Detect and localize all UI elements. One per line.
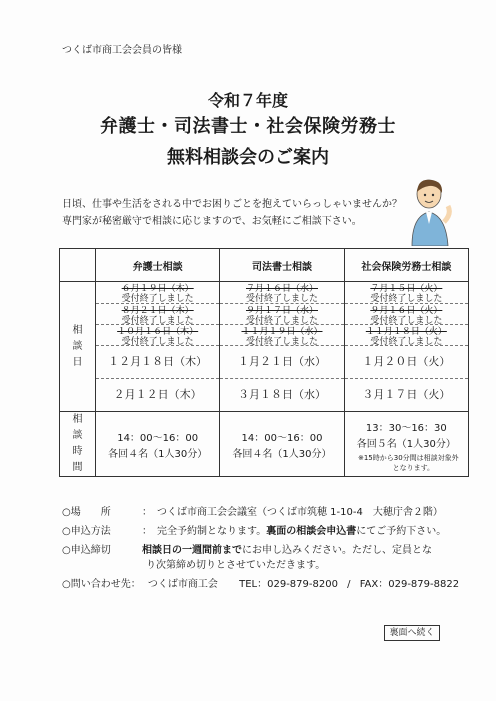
- sr-note-2: となります。: [392, 464, 435, 472]
- dates-labor-consultant: [344, 282, 468, 412]
- time-range: 14：00～16：00: [241, 433, 323, 444]
- closed-note: 受付終了しました: [370, 337, 443, 347]
- closed-note: 受付終了しました: [370, 316, 443, 326]
- consultant-illustration: [404, 176, 454, 246]
- contact-sep: /: [347, 579, 351, 590]
- contact-org: つくば市商工会: [147, 579, 218, 590]
- next-page-label: 裏面へ続く: [384, 625, 440, 641]
- contact-label: ○問い合わせ先：: [62, 579, 141, 590]
- info-contact: [62, 575, 459, 590]
- intro-line-1: 日頃、仕事や生活をされる中でお困りごとを抱えていらっしゃいませんか？: [62, 199, 402, 210]
- header-empty: [60, 249, 96, 282]
- method-bold: 裏面の相談会申込書: [266, 526, 357, 537]
- place-value: ： つくば市商工会会議室（つくば市筑穂 1-10-4 大穂庁舎２階）: [142, 507, 443, 518]
- addressee: つくば市商工会会員の皆様: [62, 45, 182, 56]
- closed-date: ９月１７日（水）: [245, 306, 318, 316]
- info-method: ○申込方法 ： 完全予約制となります。裏面の相談会申込書にてご予約下さい。: [62, 522, 446, 537]
- closed-note: 受付終了しました: [245, 294, 318, 304]
- dates-judicial-scrivener: [220, 282, 344, 412]
- closed-date: ６月１９日（木）: [121, 284, 194, 294]
- table-row-dates: [60, 282, 469, 412]
- closed-note: 受付終了しました: [245, 316, 318, 326]
- capacity: 各回４名（1人30分）: [232, 449, 332, 460]
- capacity: 各回４名（1人30分）: [108, 449, 208, 460]
- sr-note-1: ※15時から30分間は相談対象外: [357, 454, 459, 462]
- closed-note: 受付終了しました: [121, 294, 194, 304]
- closed-date: １１月１８日（火）: [365, 327, 447, 337]
- closed-date: ７月１５日（火）: [370, 284, 443, 294]
- closed-note: 受付終了しました: [121, 316, 194, 326]
- capacity: 各回５名（1人30分）: [356, 439, 456, 450]
- intro-text: [62, 196, 402, 230]
- open-date: １２月１８日（木）: [96, 345, 219, 378]
- table-header-row: [60, 249, 469, 282]
- deadline-bold: 相談日の一週間前まで: [142, 545, 242, 556]
- open-date: ２月１２日（木）: [96, 378, 219, 411]
- open-date: ３月１８日（水）: [220, 378, 343, 411]
- closed-date: ９月１６日（火）: [370, 306, 443, 316]
- closed-date: １０月１６日（木）: [117, 327, 199, 337]
- header-labor-consultant: 社会保険労務士相談: [344, 249, 468, 282]
- title-sub: 無料相談会のご案内: [167, 147, 329, 168]
- time-range: 14：00～16：00: [117, 433, 199, 444]
- deadline-label: ○申込締切: [62, 545, 111, 556]
- times-lawyer: [96, 412, 220, 477]
- dates-lawyer: [96, 282, 220, 412]
- info-place: [62, 503, 443, 518]
- closed-date: ８月２１日（木）: [121, 306, 194, 316]
- contact-fax: FAX：029-879-8822: [359, 579, 460, 590]
- intro-line-2: 専門家が秘密厳守で相談に応じますので、お気軽にご相談下さい。: [62, 216, 362, 227]
- title-main: 弁護士・司法書士・社会保険労務士: [100, 116, 396, 137]
- header-lawyer: 弁護士相談: [96, 249, 220, 282]
- place-label: ○場 所: [62, 507, 111, 518]
- open-date: １月２１日（水）: [220, 345, 343, 378]
- table-row-times: [60, 412, 469, 477]
- open-date: １月２０日（火）: [345, 345, 468, 378]
- open-date: ３月１７日（火）: [345, 378, 468, 411]
- row-label-times: 相 談 時 間: [60, 412, 96, 477]
- times-labor-consultant: [344, 412, 468, 477]
- time-range: 13：30～16：30: [365, 423, 447, 434]
- title-year: 令和７年度: [207, 91, 288, 110]
- closed-date: １１月１９日（水）: [241, 327, 323, 337]
- info-deadline-line2: り次第締め切りとさせていただきます。: [146, 560, 326, 571]
- times-judicial-scrivener: [220, 412, 344, 477]
- header-judicial-scrivener: 司法書士相談: [220, 249, 344, 282]
- schedule-table: [59, 248, 469, 477]
- closed-date: ７月１６日（水）: [245, 284, 318, 294]
- info-deadline: ○申込締切 相談日の一週間前までにお申し込みください。ただし、定員とな: [62, 541, 432, 556]
- row-label-dates: 相 談 日: [60, 282, 96, 412]
- closed-note: 受付終了しました: [245, 337, 318, 347]
- closed-note: 受付終了しました: [121, 337, 194, 347]
- method-label: ○申込方法: [62, 526, 111, 537]
- contact-tel: TEL：029-879-8200: [239, 579, 338, 590]
- closed-note: 受付終了しました: [370, 294, 443, 304]
